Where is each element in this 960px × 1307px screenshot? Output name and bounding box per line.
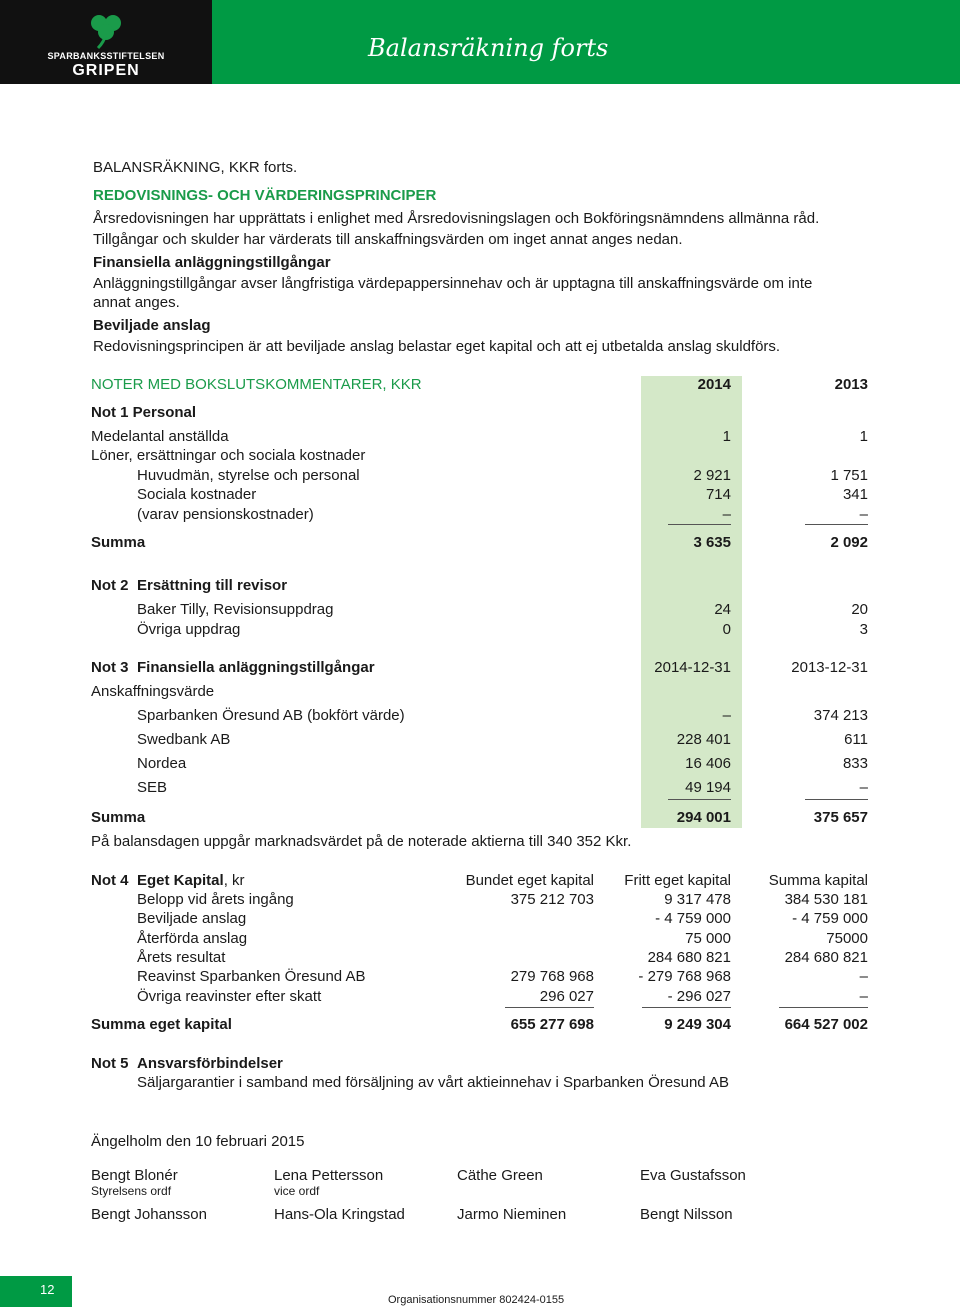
note1-sum-2013: 2 092 (830, 534, 868, 551)
table-row-label: Årets resultat (137, 949, 226, 966)
page-title: Balansräkning forts (368, 34, 609, 62)
table-cell-free: - 279 768 968 (638, 968, 731, 985)
table-cell-2014: 24 (714, 601, 731, 618)
table-row-label: Övriga reavinster efter skatt (137, 988, 322, 1005)
note3-number: Not 3 (91, 659, 129, 676)
signatory-name: Hans-Ola Kringstad (274, 1206, 405, 1223)
table-cell-free: 75 000 (685, 930, 731, 947)
subtotal-line (505, 1007, 594, 1008)
header-logo-block (0, 0, 212, 84)
table-cell-2014: – (722, 707, 731, 724)
table-cell-2014: 16 406 (685, 755, 731, 772)
table-row-label: Baker Tilly, Revisionsuppdrag (137, 601, 334, 618)
signatory-name: Jarmo Nieminen (457, 1206, 567, 1223)
note2-number: Not 2 (91, 577, 129, 594)
table-row-label: Sparbanken Öresund AB (bokfört värde) (137, 707, 405, 724)
table-row-label: (varav pensionskostnader) (137, 506, 314, 523)
col-2014-header: 2014 (697, 376, 731, 393)
table-row-label: Reavinst Sparbanken Öresund AB (137, 968, 366, 985)
note3-title: Finansiella anläggningstillgångar (137, 659, 375, 676)
note4-number: Not 4 (91, 872, 129, 889)
clover-logo-icon (84, 10, 128, 50)
subtotal-line (668, 524, 731, 525)
note2-title: Ersättning till revisor (137, 577, 288, 594)
subtotal-line (642, 1007, 731, 1008)
table-cell-2013: 1 751 (830, 467, 868, 484)
table-cell-restricted: 296 027 (539, 988, 594, 1005)
table-row-label: SEB (137, 779, 168, 796)
note4-sum-label: Summa eget kapital (91, 1016, 232, 1033)
table-cell-2014: 0 (722, 621, 731, 638)
note3-date-2014: 2014-12-31 (654, 659, 731, 676)
note3-date-2013: 2013-12-31 (791, 659, 868, 676)
signatory-role: vice ordf (274, 1184, 320, 1198)
logo-text-gripen: GRIPEN (72, 62, 140, 79)
table-cell-restricted: 375 212 703 (510, 891, 594, 908)
table-row-label: Huvudmän, styrelse och personal (137, 467, 360, 484)
table-cell-free: 284 680 821 (647, 949, 731, 966)
fin-assets-line-1: Anläggningstillgångar avser långfristiga värdepappersinnehav och är upptagna till anskaffningsvärde om inte (93, 275, 813, 292)
fin-assets-line-2: annat anges. (93, 294, 180, 311)
note5-number: Not 5 (91, 1055, 129, 1072)
page-number: 12 (40, 1282, 55, 1297)
table-cell-total: 75000 (826, 930, 868, 947)
note1-sum-label: Summa (91, 534, 146, 551)
principles-line-1: Årsredovisningen har upprättats i enlighet med Årsredovisningslagen och Bokföringsnämndens allmänna råd. (93, 210, 820, 227)
table-cell-2014: 228 401 (676, 731, 731, 748)
fin-assets-heading: Finansiella anläggningstillgångar (93, 254, 331, 271)
note4-col-free: Fritt eget kapital (624, 872, 731, 889)
table-row-label: Övriga uppdrag (137, 621, 241, 638)
signatory-name: Eva Gustafsson (640, 1167, 746, 1184)
table-cell-total: – (859, 988, 868, 1005)
table-row-label: Belopp vid årets ingång (137, 891, 294, 908)
note3-market-note: På balansdagen uppgår marknadsvärdet på de noterade aktierna till 340 352 Kkr. (91, 833, 632, 850)
table-cell-free: 9 317 478 (664, 891, 731, 908)
principles-line-2: Tillgångar och skulder har värderats till anskaffningsvärden om inget annat anges nedan. (93, 231, 683, 248)
table-cell-total: 284 680 821 (784, 949, 868, 966)
col-2013-header: 2013 (834, 376, 868, 393)
note4-col-restricted: Bundet eget kapital (465, 872, 594, 889)
note3-sum-2014: 294 001 (676, 809, 731, 826)
notes-heading: NOTER MED BOKSLUTSKOMMENTARER, KKR (91, 376, 422, 393)
subtotal-line (668, 799, 731, 800)
table-cell-2013: 341 (842, 486, 868, 503)
note4-title (137, 872, 245, 890)
grants-line: Redovisningsprincipen är att beviljade anslag belastar eget kapital och att ej utbetalda anslag skuldförs. (93, 338, 781, 355)
note5-title: Ansvarsförbindelser (137, 1055, 283, 1072)
principles-heading: REDOVISNINGS- OCH VÄRDERINGSPRINCIPER (93, 187, 437, 204)
table-cell-total: - 4 759 000 (792, 910, 868, 927)
page-number-box (0, 1276, 72, 1307)
table-row-label: Återförda anslag (137, 930, 248, 947)
note1-wages-label: Löner, ersättningar och sociala kostnader (91, 447, 366, 464)
org-number: Organisationsnummer 802424-0155 (388, 1294, 565, 1306)
note3-sum-2013: 375 657 (813, 809, 868, 826)
table-row-label: Swedbank AB (137, 731, 231, 748)
table-row-label: Sociala kostnader (137, 486, 257, 503)
subtotal-line (805, 799, 868, 800)
note3-acq-label: Anskaffningsvärde (91, 683, 215, 700)
table-cell-2013: 833 (842, 755, 868, 772)
note1-sum-2014: 3 635 (693, 534, 731, 551)
signatory-name: Bengt Blonér (91, 1167, 178, 1184)
note1-avg-2013: 1 (859, 428, 868, 445)
table-cell-2014: 714 (705, 486, 731, 503)
grants-heading: Beviljade anslag (93, 317, 211, 334)
note4-title-unit: , kr (223, 872, 245, 889)
note4-col-total: Summa kapital (768, 872, 868, 889)
note1-avg-2014: 1 (722, 428, 731, 445)
note1-title: Not 1 Personal (91, 404, 197, 421)
table-cell-2013: 374 213 (813, 707, 868, 724)
table-cell-2013: 611 (844, 731, 868, 748)
signatory-role: Styrelsens ordf (91, 1184, 172, 1198)
subtotal-line (779, 1007, 868, 1008)
signatory-name: Lena Pettersson (274, 1167, 384, 1184)
table-cell-2013: – (859, 506, 868, 523)
place-date: Ängelholm den 10 februari 2015 (91, 1133, 305, 1150)
table-cell-restricted: 279 768 968 (510, 968, 594, 985)
note4-title-bold: Eget Kapital (137, 872, 224, 889)
table-cell-2013: – (859, 779, 868, 796)
table-cell-total: – (859, 968, 868, 985)
table-cell-2013: 3 (859, 621, 868, 638)
note5-text: Säljargarantier i samband med försäljning av vårt aktieinnehav i Sparbanken Öresund AB (137, 1074, 730, 1091)
table-cell-2014: 2 921 (693, 467, 731, 484)
note4-sum-total: 664 527 002 (784, 1016, 868, 1033)
subtotal-line (805, 524, 868, 525)
note3-sum-label: Summa (91, 809, 146, 826)
table-cell-total: 384 530 181 (784, 891, 868, 908)
note4-sum-free: 9 249 304 (664, 1016, 731, 1033)
balance-sheet-heading: BALANSRÄKNING, KKR forts. (93, 159, 298, 176)
table-cell-free: - 296 027 (667, 988, 731, 1005)
logo-text-foundation: SPARBANKSSTIFTELSEN (47, 51, 165, 61)
note1-avg-label: Medelantal anställda (91, 428, 229, 445)
table-row-label: Nordea (137, 755, 187, 772)
table-cell-2014: 49 194 (685, 779, 731, 796)
table-cell-2014: – (722, 506, 731, 523)
signatory-name: Bengt Johansson (91, 1206, 207, 1223)
signatory-name: Cäthe Green (457, 1167, 543, 1184)
table-row-label: Beviljade anslag (137, 910, 247, 927)
note4-sum-restricted: 655 277 698 (510, 1016, 594, 1033)
table-cell-2013: 20 (851, 601, 868, 618)
signatory-name: Bengt Nilsson (640, 1206, 733, 1223)
table-cell-free: - 4 759 000 (655, 910, 731, 927)
